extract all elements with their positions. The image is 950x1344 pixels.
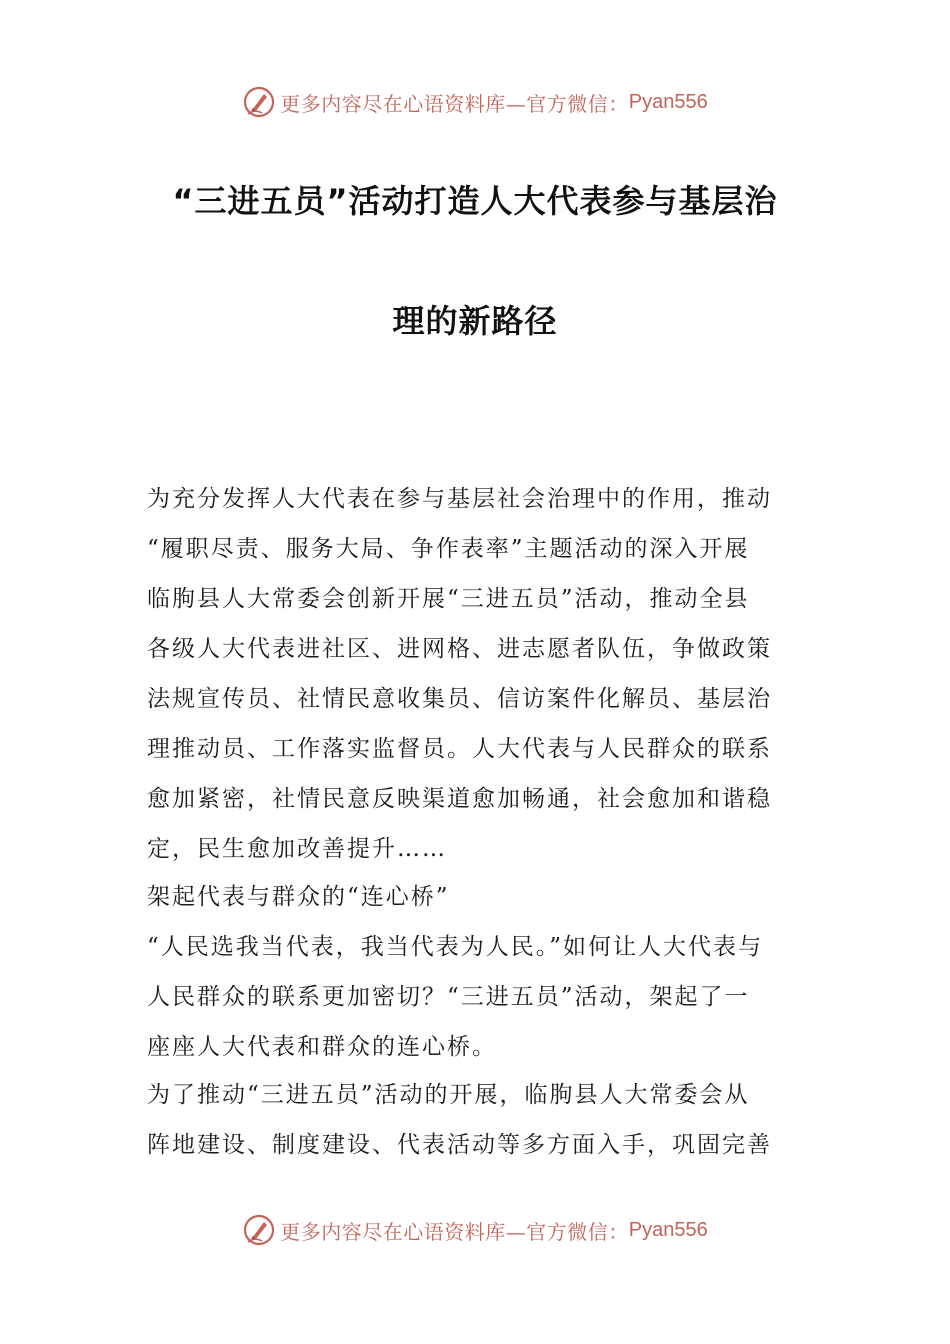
body-line: 为充分发挥人大代表在参与基层社会治理中的作用，推动 <box>147 486 772 512</box>
footer-watermark-banner <box>0 1210 950 1250</box>
body-line: 理推动员、工作落实监督员。人大代表与人民群众的联系 <box>147 736 772 762</box>
body-line: 为了推动“三进五员”活动的开展，临朐县人大常委会从 <box>147 1082 750 1108</box>
body-line: “人民选我当代表，我当代表为人民。”如何让人大代表与 <box>147 934 764 960</box>
body-line: “履职尽责、服务大局、争作表率”主题活动的深入开展 <box>147 536 750 562</box>
body-line: 法规宣传员、社情民意收集员、信访案件化解员、基层治 <box>147 686 772 712</box>
body-line: 座座人大代表和群众的连心桥。 <box>147 1034 497 1060</box>
body-line: 阵地建设、制度建设、代表活动等多方面入手，巩固完善 <box>147 1132 772 1158</box>
pen-logo-icon <box>242 1213 276 1247</box>
document-title-line-1: “三进五员”活动打造人大代表参与基层治 <box>172 182 778 220</box>
banner-text: 更多内容尽在心语资料库—官方微信： <box>280 91 629 116</box>
section-heading: 架起代表与群众的“连心桥” <box>147 884 450 910</box>
header-watermark-banner <box>0 82 950 122</box>
body-line: 愈加紧密，社情民意反映渠道愈加畅通，社会愈加和谐稳 <box>147 786 772 812</box>
body-line: 各级人大代表进社区、进网格、进志愿者队伍，争做政策 <box>147 636 772 662</box>
banner-text: 更多内容尽在心语资料库—官方微信： <box>280 1219 629 1244</box>
body-line: 定，民生愈加改善提升…… <box>147 836 447 862</box>
document-title-line-2: 理的新路径 <box>392 302 558 340</box>
banner-wechat-id: Pyan556 <box>628 1218 708 1241</box>
body-line: 临朐县人大常委会创新开展“三进五员”活动，推动全县 <box>147 586 750 612</box>
body-line: 人民群众的联系更加密切？“三进五员”活动，架起了一 <box>147 984 750 1010</box>
pen-logo-icon <box>242 85 276 119</box>
banner-wechat-id: Pyan556 <box>628 90 708 113</box>
